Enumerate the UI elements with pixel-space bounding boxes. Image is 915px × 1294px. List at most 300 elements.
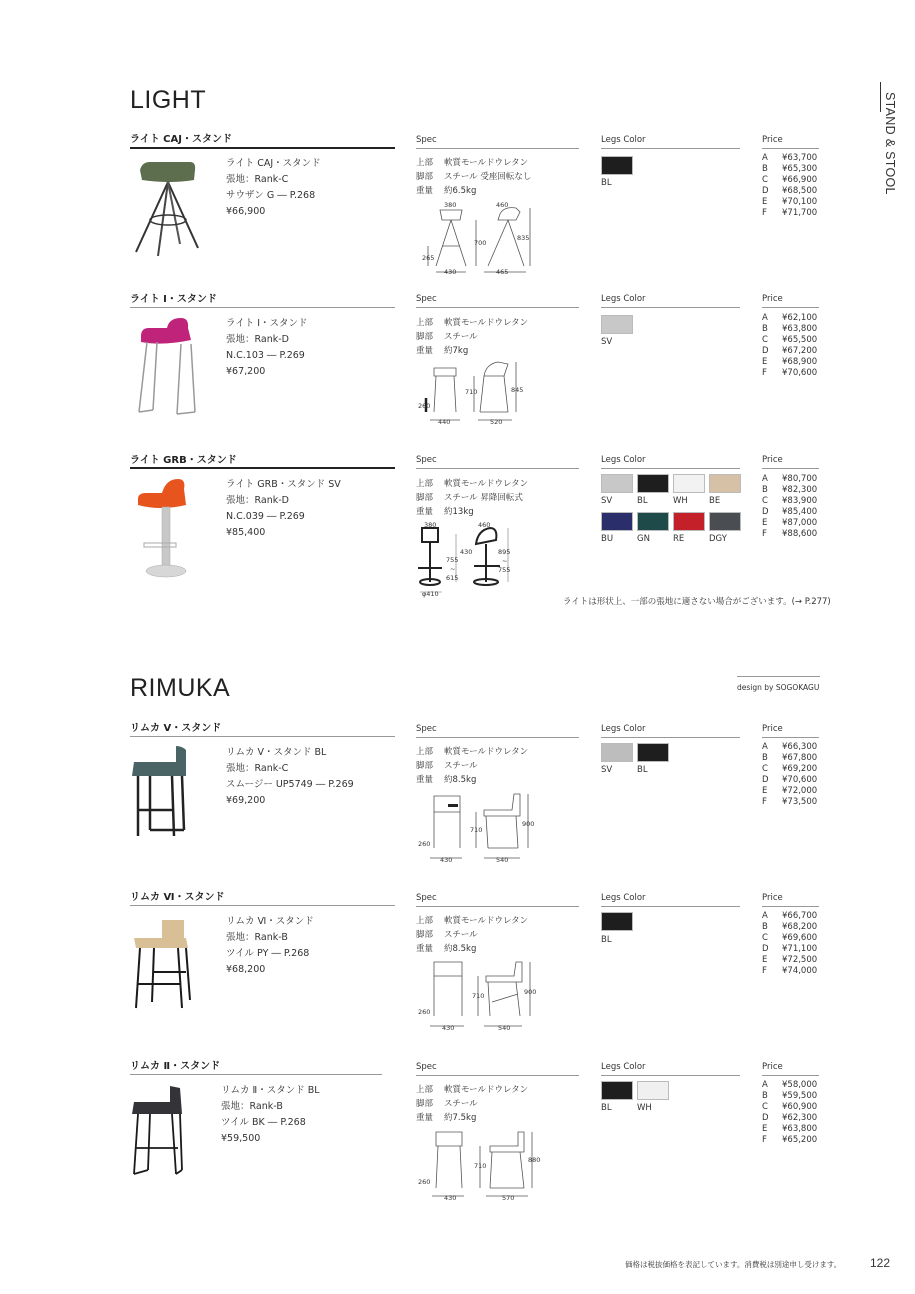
spec-legs-key: 脚部 <box>416 1099 434 1109</box>
price-grade: A <box>762 742 768 752</box>
price-grade: A <box>762 1080 768 1090</box>
product-title-rule <box>130 736 395 737</box>
price-rule <box>762 1075 819 1076</box>
dim-total-height: 880 <box>528 1156 540 1164</box>
detail-name: ライト GRB・スタンド SV <box>226 479 341 490</box>
dim-total-height: 900 <box>524 988 536 996</box>
legs-rule <box>601 906 740 907</box>
dim-top-depth: 460 <box>496 201 509 209</box>
detail-fabric: ツイル PY ― P.268 <box>226 948 310 959</box>
spec-top <box>416 156 531 170</box>
stool-photo <box>132 914 194 1010</box>
legs-swatch-label: BL <box>601 935 612 945</box>
spec-weight-value: 約8.5kg <box>444 775 477 785</box>
spec-weight-key: 重量 <box>416 507 434 517</box>
dim-top-depth: 460 <box>478 521 491 529</box>
dim-width: 430 <box>442 1024 455 1032</box>
spec-header: Spec <box>416 1062 437 1072</box>
price-grade: B <box>762 485 768 495</box>
price-row <box>762 507 817 518</box>
price-value: ¥80,700 <box>782 474 818 484</box>
price-row <box>762 485 817 496</box>
spec-rule <box>416 1075 579 1076</box>
dim-depth: 465 <box>496 268 509 276</box>
legs-swatch-bu <box>601 512 633 531</box>
price-row <box>762 1113 817 1124</box>
price-value: ¥65,200 <box>782 1135 818 1145</box>
spec-weight-key: 重量 <box>416 186 434 196</box>
price-row <box>762 208 817 219</box>
price-row <box>762 775 817 786</box>
spec-weight-value: 約13kg <box>444 507 474 517</box>
product-title: ライト Ⅰ・スタンド <box>130 294 217 305</box>
dim-seat-height: 710 <box>470 826 483 834</box>
detail-fabric-rank: 張地：Rank-D <box>226 495 289 506</box>
detail-price: ¥59,500 <box>221 1133 261 1144</box>
price-row <box>762 518 817 529</box>
legs-swatch-bl <box>601 156 633 175</box>
spec-legs-value: スチール <box>444 761 478 771</box>
price-rule <box>762 307 819 308</box>
legs-swatch-label: BL <box>637 765 648 775</box>
product-title-rule <box>130 147 395 149</box>
price-value: ¥68,500 <box>782 186 818 196</box>
price-list <box>762 313 817 379</box>
spec-weight-value: 約7.5kg <box>444 1113 477 1123</box>
price-value: ¥70,100 <box>782 197 818 207</box>
spec-legs-key: 脚部 <box>416 172 434 182</box>
price-grade: F <box>762 1135 767 1145</box>
price-value: ¥69,600 <box>782 933 818 943</box>
price-row <box>762 175 817 186</box>
price-grade: C <box>762 1102 768 1112</box>
spec-legs-key: 脚部 <box>416 930 434 940</box>
spec-legs-value: スチール <box>444 1099 478 1109</box>
price-row <box>762 186 817 197</box>
spec-top-value: 軟質モールドウレタン <box>444 747 529 757</box>
dim-total-height-min: 755 <box>498 566 511 574</box>
legs-swatch-bl <box>637 474 669 493</box>
product-title: リムカ Ⅵ・スタンド <box>130 892 225 903</box>
legs-rule <box>601 737 740 738</box>
price-value: ¥63,700 <box>782 153 818 163</box>
spec-top <box>416 316 528 330</box>
price-value: ¥60,900 <box>782 1102 818 1112</box>
price-grade: F <box>762 208 767 218</box>
dim-total-height: 845 <box>511 386 524 394</box>
spec-header: Spec <box>416 455 437 465</box>
dim-depth: 540 <box>496 856 509 864</box>
price-grade: B <box>762 324 768 334</box>
spec-weight-key: 重量 <box>416 346 434 356</box>
legs-swatch-be <box>709 474 741 493</box>
spec-header: Spec <box>416 135 437 145</box>
spec-top-value: 軟質モールドウレタン <box>444 158 529 168</box>
legs-color-header: Legs Color <box>601 724 646 734</box>
dimension-drawing <box>416 520 526 600</box>
spec-rows <box>416 914 528 956</box>
dim-total-height-sep: ~ <box>502 557 508 565</box>
spec-legs <box>416 330 528 344</box>
spec-top-key: 上部 <box>416 158 434 168</box>
design-by: design by SOGOKAGU <box>737 683 820 692</box>
price-value: ¥59,500 <box>782 1091 818 1101</box>
dimension-drawing <box>416 958 536 1034</box>
price-grade: B <box>762 753 768 763</box>
price-row <box>762 474 817 485</box>
detail-fabric-rank: 張地：Rank-B <box>221 1101 283 1112</box>
price-row <box>762 164 817 175</box>
price-grade: D <box>762 346 769 356</box>
price-value: ¥66,900 <box>782 175 818 185</box>
price-grade: A <box>762 153 768 163</box>
spec-legs <box>416 1097 528 1111</box>
legs-swatch-label: DGY <box>709 534 727 544</box>
price-row <box>762 1135 817 1146</box>
price-list <box>762 474 817 540</box>
price-header: Price <box>762 724 783 734</box>
price-value: ¥82,300 <box>782 485 818 495</box>
price-value: ¥58,000 <box>782 1080 818 1090</box>
price-value: ¥88,600 <box>782 529 818 539</box>
dim-seat-height: 700 <box>474 239 487 247</box>
detail-fabric: N.C.103 ― P.269 <box>226 350 305 361</box>
legs-swatch-label: GN <box>637 534 650 544</box>
legs-swatch-sv <box>601 743 633 762</box>
price-value: ¥68,900 <box>782 357 818 367</box>
price-header: Price <box>762 893 783 903</box>
price-row <box>762 933 817 944</box>
legs-color-header: Legs Color <box>601 135 646 145</box>
price-grade: A <box>762 911 768 921</box>
product-title: リムカ Ⅱ・スタンド <box>130 1061 221 1072</box>
price-grade: C <box>762 933 768 943</box>
detail-name: リムカ Ⅴ・スタンド BL <box>226 747 327 758</box>
price-list <box>762 911 817 977</box>
detail-fabric: スムージー UP5749 ― P.269 <box>226 779 354 790</box>
legs-swatch-label: WH <box>673 496 688 506</box>
product-title: リムカ Ⅴ・スタンド <box>130 723 222 734</box>
price-header: Price <box>762 455 783 465</box>
price-row <box>762 335 817 346</box>
dim-total-height-max: 895 <box>498 548 511 556</box>
price-grade: F <box>762 797 767 807</box>
price-row <box>762 753 817 764</box>
dim-seat-height: 710 <box>474 1162 487 1170</box>
spec-legs <box>416 491 528 505</box>
dimension-drawing <box>416 1128 540 1204</box>
legs-swatch-wh <box>673 474 705 493</box>
price-row <box>762 346 817 357</box>
spec-top <box>416 477 528 491</box>
spec-legs-value: スチール 昇降回転式 <box>444 493 523 503</box>
detail-price: ¥67,200 <box>226 366 266 377</box>
price-grade: C <box>762 175 768 185</box>
price-value: ¥71,100 <box>782 944 818 954</box>
stool-photo <box>136 477 196 581</box>
legs-swatch-label: BE <box>709 496 721 506</box>
spec-legs <box>416 928 528 942</box>
spec-weight-key: 重量 <box>416 944 434 954</box>
price-grade: A <box>762 474 768 484</box>
price-row <box>762 944 817 955</box>
legs-rule <box>601 468 740 469</box>
price-row <box>762 786 817 797</box>
spec-weight <box>416 773 528 787</box>
spec-weight <box>416 1111 528 1125</box>
product-detail <box>226 477 341 541</box>
detail-fabric-rank: 張地：Rank-C <box>226 763 289 774</box>
price-value: ¥72,000 <box>782 786 818 796</box>
dim-width: 430 <box>444 268 457 276</box>
product-detail <box>226 156 321 220</box>
price-grade: E <box>762 786 768 796</box>
price-rule <box>762 906 819 907</box>
legs-swatch-label: BL <box>637 496 648 506</box>
dim-depth: 520 <box>490 418 503 426</box>
dim-base-diameter: φ410 <box>422 590 439 598</box>
legs-swatch-re <box>673 512 705 531</box>
legs-swatch-label: SV <box>601 765 613 775</box>
detail-name: ライト CAJ・スタンド <box>226 158 321 169</box>
price-value: ¥85,400 <box>782 507 818 517</box>
stool-photo <box>130 1084 186 1180</box>
stool-photo <box>133 316 203 418</box>
price-grade: B <box>762 1091 768 1101</box>
spec-legs <box>416 759 528 773</box>
price-value: ¥66,300 <box>782 742 818 752</box>
price-value: ¥70,600 <box>782 368 818 378</box>
spec-legs-key: 脚部 <box>416 332 434 342</box>
price-list <box>762 1080 817 1146</box>
spec-rows <box>416 156 531 198</box>
price-grade: E <box>762 955 768 965</box>
legs-rule <box>601 1075 740 1076</box>
detail-name: リムカ Ⅱ・スタンド BL <box>221 1085 320 1096</box>
spec-legs-key: 脚部 <box>416 761 434 771</box>
spec-header: Spec <box>416 893 437 903</box>
price-row <box>762 153 817 164</box>
detail-price: ¥69,200 <box>226 795 266 806</box>
product-title-rule <box>130 1074 382 1075</box>
price-grade: C <box>762 764 768 774</box>
legs-swatch-gn <box>637 512 669 531</box>
legs-swatch-wh <box>637 1081 669 1100</box>
price-row <box>762 324 817 335</box>
dim-footrest: 260 <box>418 1008 431 1016</box>
spec-rows <box>416 745 528 787</box>
dim-width: 430 <box>440 856 453 864</box>
dim-depth: 540 <box>498 1024 511 1032</box>
detail-price: ¥68,200 <box>226 964 266 975</box>
spec-rule <box>416 737 579 738</box>
price-header: Price <box>762 294 783 304</box>
dim-seat-height-sep: ~ <box>450 565 456 573</box>
dim-width: 440 <box>438 418 451 426</box>
stool-photo <box>130 158 206 258</box>
spec-top-key: 上部 <box>416 916 434 926</box>
spec-top <box>416 1083 528 1097</box>
spec-top-value: 軟質モールドウレタン <box>444 318 529 328</box>
detail-fabric-rank: 張地：Rank-B <box>226 932 288 943</box>
spec-legs-value: スチール <box>444 332 478 342</box>
detail-fabric-rank: 張地：Rank-C <box>226 174 289 185</box>
price-row <box>762 922 817 933</box>
spec-top-value: 軟質モールドウレタン <box>444 479 529 489</box>
price-rule <box>762 737 819 738</box>
price-grade: D <box>762 775 769 785</box>
price-grade: F <box>762 529 767 539</box>
product-detail <box>226 914 314 978</box>
dim-depth: 570 <box>502 1194 515 1202</box>
side-tab-label: STAND & STOOL <box>883 92 897 195</box>
light-note: ライトは形状上、一部の張地に適さない場合がございます。(→ P.277) <box>563 597 831 607</box>
price-grade: D <box>762 507 769 517</box>
price-grade: A <box>762 313 768 323</box>
price-value: ¥65,500 <box>782 335 818 345</box>
price-value: ¥63,800 <box>782 1124 818 1134</box>
spec-weight <box>416 505 528 519</box>
price-value: ¥67,200 <box>782 346 818 356</box>
spec-top-key: 上部 <box>416 747 434 757</box>
dim-footrest: 260 <box>418 1178 431 1186</box>
dimension-drawing <box>416 360 536 428</box>
spec-top-value: 軟質モールドウレタン <box>444 916 529 926</box>
detail-price: ¥85,400 <box>226 527 266 538</box>
side-tab-rule <box>880 82 881 112</box>
price-rule <box>762 468 819 469</box>
spec-header: Spec <box>416 294 437 304</box>
spec-legs <box>416 170 531 184</box>
price-value: ¥74,000 <box>782 966 818 976</box>
price-list <box>762 742 817 808</box>
price-value: ¥87,000 <box>782 518 818 528</box>
legs-color-header: Legs Color <box>601 893 646 903</box>
price-grade: E <box>762 197 768 207</box>
legs-swatch-label: SV <box>601 496 613 506</box>
legs-rule <box>601 148 740 149</box>
product-detail <box>226 316 308 380</box>
dim-footrest: 265 <box>422 254 435 262</box>
design-by-rule <box>737 676 820 677</box>
dim-top-width: 380 <box>444 201 457 209</box>
dim-seat-height-max: 755 <box>446 556 459 564</box>
dim-footrest: 260 <box>418 840 431 848</box>
price-value: ¥73,500 <box>782 797 818 807</box>
tax-footnote: 価格は税抜価格を表記しています。消費税は別途申し受けます。 <box>625 1260 842 1269</box>
price-value: ¥62,100 <box>782 313 818 323</box>
detail-fabric-rank: 張地：Rank-D <box>226 334 289 345</box>
price-row <box>762 313 817 324</box>
product-title: ライト CAJ・スタンド <box>130 134 232 145</box>
legs-swatch-bl <box>637 743 669 762</box>
dim-top-width: 380 <box>424 521 437 529</box>
dim-seat-height: 710 <box>465 388 478 396</box>
dimension-drawing <box>416 200 546 278</box>
price-value: ¥72,500 <box>782 955 818 965</box>
spec-rule <box>416 468 579 469</box>
price-header: Price <box>762 135 783 145</box>
detail-name: ライト Ⅰ・スタンド <box>226 318 308 329</box>
series-title-rimuka: RIMUKA <box>130 674 231 702</box>
product-title-rule <box>130 467 395 469</box>
price-value: ¥67,800 <box>782 753 818 763</box>
spec-rows <box>416 1083 528 1125</box>
legs-swatch-label: RE <box>673 534 685 544</box>
price-grade: F <box>762 368 767 378</box>
price-grade: C <box>762 496 768 506</box>
price-row <box>762 496 817 507</box>
spec-rule <box>416 906 579 907</box>
price-row <box>762 529 817 540</box>
price-value: ¥63,800 <box>782 324 818 334</box>
spec-rows <box>416 316 528 358</box>
price-row <box>762 955 817 966</box>
price-row <box>762 197 817 208</box>
price-grade: B <box>762 922 768 932</box>
stool-photo <box>130 744 190 840</box>
dim-footrest: 260 <box>418 402 431 410</box>
spec-legs-key: 脚部 <box>416 493 434 503</box>
spec-rule <box>416 148 579 149</box>
price-row <box>762 966 817 977</box>
price-grade: D <box>762 1113 769 1123</box>
dim-seat-height: 710 <box>472 992 485 1000</box>
price-grade: E <box>762 357 768 367</box>
dim-total-height: 900 <box>522 820 535 828</box>
spec-rows <box>416 477 528 519</box>
spec-legs-value: スチール 受座回転なし <box>444 172 532 182</box>
page-number: 122 <box>870 1256 891 1270</box>
detail-fabric: ツイル BK ― P.268 <box>221 1117 306 1128</box>
series-title-light: LIGHT <box>130 86 207 114</box>
price-grade: E <box>762 518 768 528</box>
spec-top-key: 上部 <box>416 479 434 489</box>
spec-weight-value: 約8.5kg <box>444 944 477 954</box>
dim-seat-height-min: 615 <box>446 574 459 582</box>
spec-weight <box>416 344 528 358</box>
price-row <box>762 357 817 368</box>
price-row <box>762 911 817 922</box>
legs-swatch-dgy <box>709 512 741 531</box>
spec-weight <box>416 942 528 956</box>
legs-swatch-bl <box>601 1081 633 1100</box>
side-tab <box>883 92 903 212</box>
price-list <box>762 153 817 219</box>
dim-width: 430 <box>444 1194 457 1202</box>
dim-total-height: 835 <box>517 234 530 242</box>
spec-weight <box>416 184 531 198</box>
spec-rule <box>416 307 579 308</box>
price-grade: F <box>762 966 767 976</box>
price-value: ¥70,600 <box>782 775 818 785</box>
price-row <box>762 1091 817 1102</box>
price-grade: D <box>762 186 769 196</box>
spec-top <box>416 914 528 928</box>
price-row <box>762 1124 817 1135</box>
legs-swatch-label: BL <box>601 178 612 188</box>
detail-name: リムカ Ⅵ・スタンド <box>226 916 314 927</box>
legs-rule <box>601 307 740 308</box>
legs-swatch-label: BL <box>601 1103 612 1113</box>
spec-top-key: 上部 <box>416 318 434 328</box>
spec-legs-value: スチール <box>444 930 478 940</box>
dim-seat-depth: 430 <box>460 548 473 556</box>
price-grade: D <box>762 944 769 954</box>
price-row <box>762 1102 817 1113</box>
price-value: ¥62,300 <box>782 1113 818 1123</box>
product-title-rule <box>130 905 395 906</box>
